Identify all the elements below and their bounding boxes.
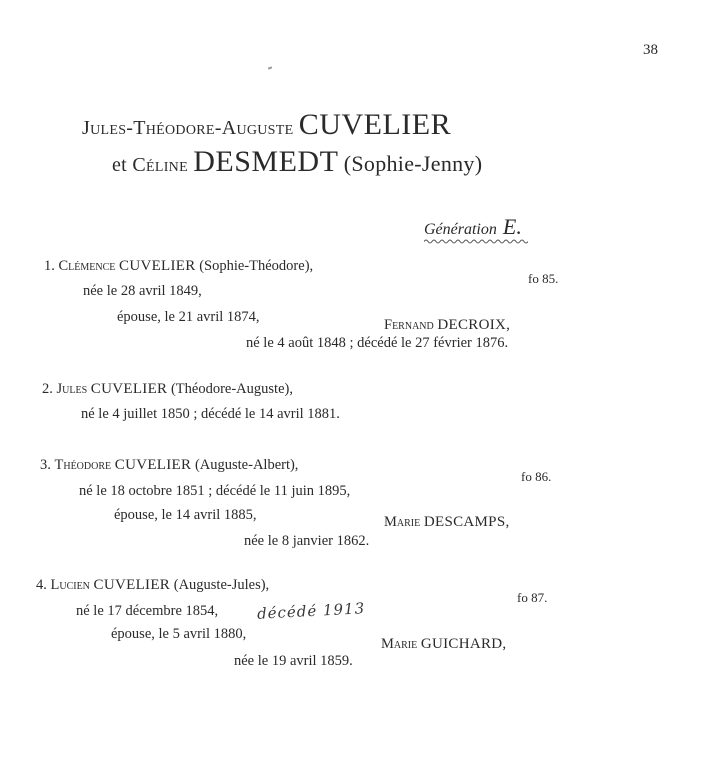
entry-4-marriage: épouse, le 5 avril 1880, xyxy=(111,626,247,642)
child-surname: CUVELIER xyxy=(114,457,192,473)
entry-4-folio: fo 87. xyxy=(517,590,548,605)
page-number: 38 xyxy=(643,42,658,58)
child-given-name: Théodore xyxy=(54,457,112,473)
child-surname: CUVELIER xyxy=(90,381,168,397)
wife-surname: DESMEDT xyxy=(193,145,339,178)
spouse-given-name: Fernand xyxy=(384,317,434,333)
entry-1-birth: née le 28 avril 1849, xyxy=(83,283,202,299)
entry-3-spouse xyxy=(384,514,510,531)
entry-1-marriage: épouse, le 21 avril 1874, xyxy=(117,309,260,325)
generation-label xyxy=(424,214,522,240)
entry-2-name xyxy=(42,381,293,398)
entry-number: 3. xyxy=(40,457,51,473)
entry-4-name xyxy=(36,577,269,594)
paper-speck xyxy=(268,66,272,69)
title-husband xyxy=(82,108,451,142)
entry-number: 1. xyxy=(44,258,55,274)
handwritten-death-note: décédé 1913 xyxy=(256,599,366,623)
generation-letter: E. xyxy=(502,214,522,239)
generation-word: Génération xyxy=(424,221,497,238)
entry-1-spouse xyxy=(384,317,510,334)
entry-number: 2. xyxy=(42,381,53,397)
child-alt-names: (Théodore-Auguste), xyxy=(170,381,293,397)
entry-3-spouse-life: née le 8 janvier 1862. xyxy=(244,533,370,549)
husband-surname: CUVELIER xyxy=(298,108,452,141)
child-alt-names: (Auguste-Jules), xyxy=(173,577,270,593)
spouse-surname: DESCAMPS, xyxy=(423,514,510,530)
child-given-name: Clémence xyxy=(58,258,116,274)
wife-given-name: Céline xyxy=(132,154,188,176)
wife-alt-names: (Sophie-Jenny) xyxy=(343,151,483,176)
child-given-name: Lucien xyxy=(50,577,90,593)
entry-4-spouse xyxy=(381,636,506,653)
child-given-name: Jules xyxy=(56,381,88,397)
entry-3-marriage: épouse, le 14 avril 1885, xyxy=(114,507,257,523)
entry-number: 4. xyxy=(36,577,47,593)
entry-1-name xyxy=(44,258,313,275)
husband-given-names: Jules-Théodore-Auguste xyxy=(82,117,294,139)
spouse-given-name: Marie xyxy=(381,636,418,652)
spouse-surname: GUICHARD, xyxy=(420,636,507,652)
entry-4-birth: né le 17 décembre 1854, xyxy=(76,603,219,619)
conjunction: et xyxy=(112,154,128,176)
entry-1-folio: fo 85. xyxy=(528,271,559,286)
entry-3-name xyxy=(40,457,298,474)
title-wife xyxy=(112,145,482,179)
entry-2-birth: né le 4 juillet 1850 ; décédé le 14 avril 1881. xyxy=(81,406,340,422)
child-surname: CUVELIER xyxy=(93,577,171,593)
child-surname: CUVELIER xyxy=(119,258,196,274)
entry-3-folio: fo 86. xyxy=(521,469,552,484)
entry-4-spouse-life: née le 19 avril 1859. xyxy=(234,653,353,669)
child-alt-names: (Sophie-Théodore), xyxy=(199,258,314,274)
entry-3-birth: né le 18 octobre 1851 ; décédé le 11 juin 1895, xyxy=(79,483,351,499)
entry-1-spouse-life: né le 4 août 1848 ; décédé le 27 février 1876. xyxy=(246,335,509,351)
wavy-underline xyxy=(424,238,528,245)
spouse-surname: DECROIX, xyxy=(437,317,511,333)
spouse-given-name: Marie xyxy=(384,514,421,530)
child-alt-names: (Auguste-Albert), xyxy=(194,457,299,473)
